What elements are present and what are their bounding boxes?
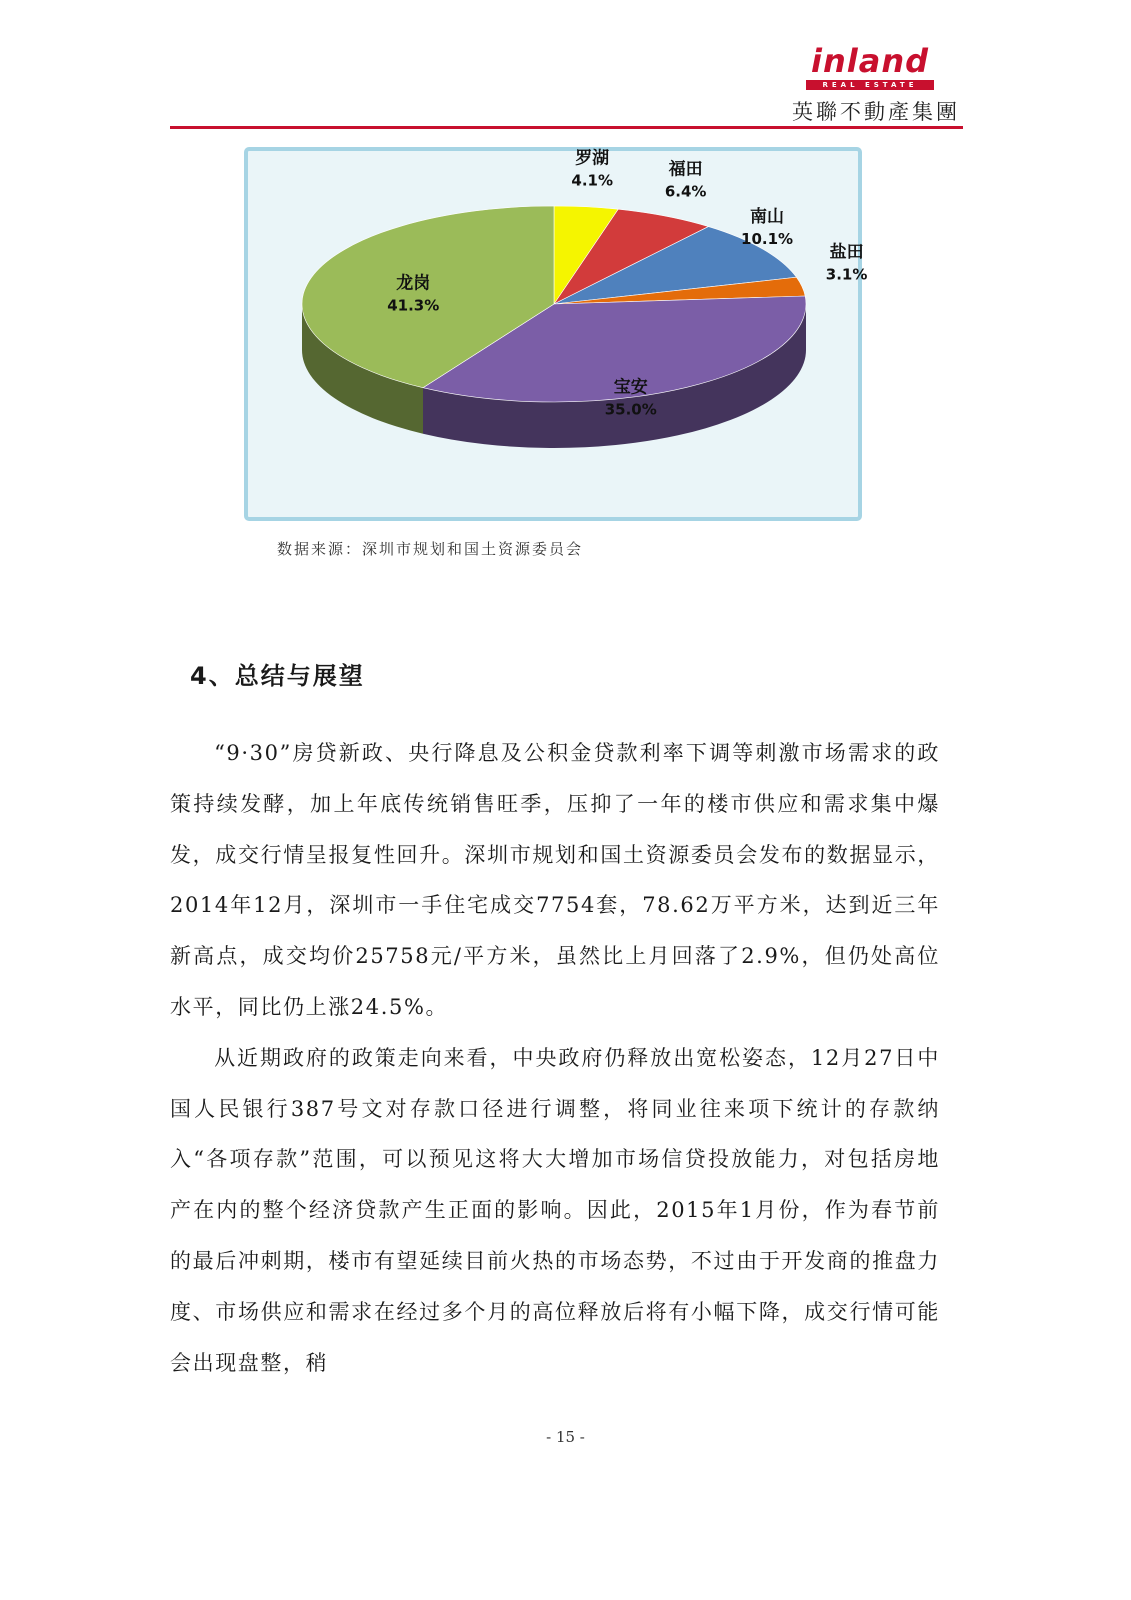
pie-category-label-0: 罗湖 — [575, 148, 610, 169]
pie-category-label-1: 福田 — [668, 159, 703, 180]
pie-category-label-2: 南山 — [750, 207, 785, 228]
header-divider — [170, 126, 963, 129]
logo-wordmark: inland — [811, 42, 929, 80]
pie-category-label-4: 宝安 — [613, 377, 648, 398]
body-text — [170, 728, 940, 1388]
pie-category-label-5: 龙岗 — [396, 273, 431, 294]
company-logo — [800, 42, 940, 92]
page-number: - 15 - — [546, 1428, 585, 1446]
pie-value-label-1: 6.4% — [664, 182, 707, 201]
pie-chart-frame — [244, 147, 868, 521]
logo-subtitle: REAL ESTATE — [806, 80, 934, 90]
chart-source-caption: 数据来源：深圳市规划和国土资源委员会 — [277, 540, 584, 558]
pie-value-label-2: 10.1% — [741, 230, 794, 249]
pie-value-label-5: 41.3% — [387, 296, 440, 315]
paragraph: “9·30”房贷新政、央行降息及公积金贷款利率下调等刺激市场需求的政策持续发酵，加上年底传统销售旺季，压抑了一年的楼市供应和需求集中爆发，成交行情呈报复性回升。深圳市规划和国土资源委员会发布的数据显示，2014年12月，深圳市一手住宅成交7754套，78.62万平方米，达到近三年新高点，成交均价25758元/平方米，虽然比上月回落了2.9%，但仍处高位水平，同比仍上涨24.5%。 — [170, 741, 940, 1019]
pie-value-label-3: 3.1% — [825, 265, 868, 284]
pie-category-label-3: 盐田 — [829, 242, 864, 263]
company-name: 英聯不動產集團 — [792, 100, 960, 124]
section-heading: 4、总结与展望 — [190, 662, 365, 690]
paragraph: 从近期政府的政策走向来看，中央政府仍释放出宽松姿态，12月27日中国人民银行387号文对存款口径进行调整，将同业往来项下统计的存款纳入“各项存款”范围，可以预见这将大大增加市场信贷投放能力，对包括房地产在内的整个经济贷款产生正面的影响。因此，2015年1月份，作为春节前的最后冲刺期，楼市有望延续目前火热的市场态势，不过由于开发商的推盘力度、市场供应和需求在经过多个月的高位释放后将有小幅下降，成交行情可能会出现盘整，稍 — [170, 1045, 940, 1375]
pie-chart — [244, 147, 868, 521]
pie-value-label-0: 4.1% — [571, 171, 614, 190]
pie-value-label-4: 35.0% — [604, 400, 657, 419]
